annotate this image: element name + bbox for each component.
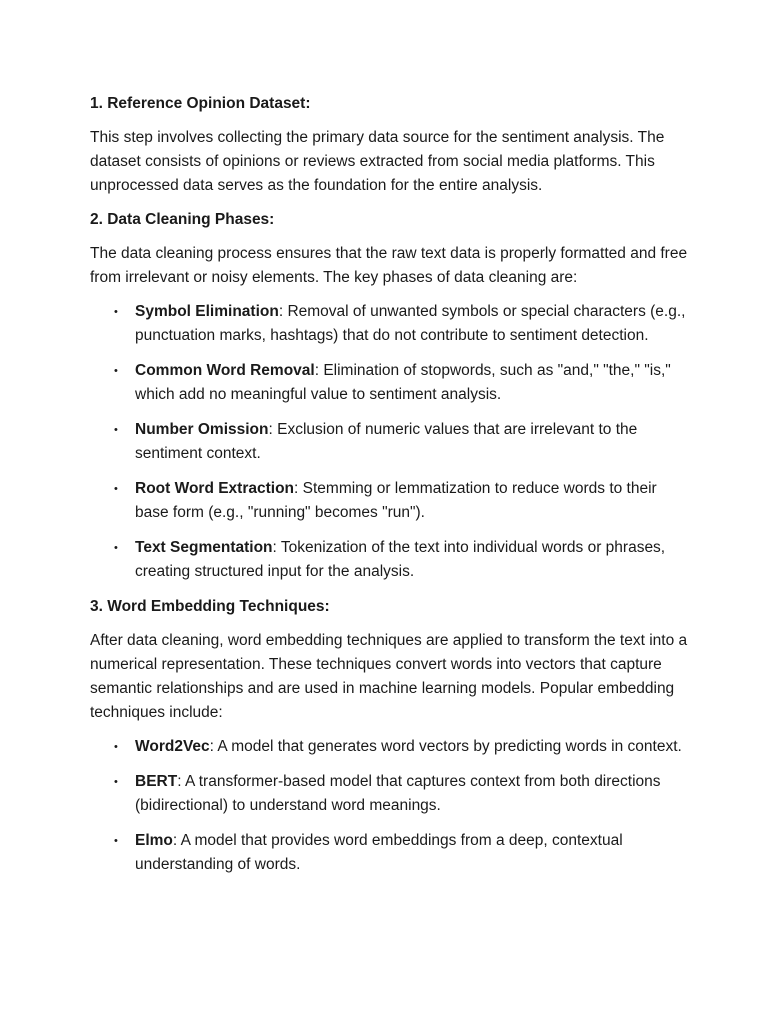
document-page bbox=[90, 92, 690, 888]
list-item-term: Word2Vec bbox=[135, 738, 210, 755]
section-paragraph: After data cleaning, word embedding techniques are applied to transform the text into a numerical representation. These techniques convert words into vectors that capture semantic relationships and are used in machine learning models. Popular embedding techniques include: bbox=[90, 632, 688, 721]
section-reference-opinion-dataset bbox=[90, 92, 690, 198]
section-heading: 1. Reference Opinion Dataset: bbox=[90, 95, 311, 112]
list-item bbox=[90, 418, 690, 466]
bullet-list bbox=[90, 300, 690, 584]
list-item-text: : Tokenization of the text into individual words or phrases, creating structured input for the analysis. bbox=[135, 539, 666, 580]
bullet-list bbox=[90, 735, 690, 877]
list-item-text: : A model that provides word embeddings from a deep, contextual understanding of words. bbox=[135, 832, 623, 873]
list-item-text: : Elimination of stopwords, such as "and," "the," "is," which add no meaningful value to sentiment analysis. bbox=[135, 362, 671, 403]
bullet-icon: • bbox=[114, 365, 118, 377]
list-item-term: Root Word Extraction bbox=[135, 480, 295, 497]
list-item bbox=[90, 300, 690, 348]
list-item-term: BERT bbox=[135, 773, 178, 790]
list-item-text: : A transformer-based model that captures context from both directions (bidirectional) to understand word meanings. bbox=[135, 773, 661, 814]
section-paragraph: The data cleaning process ensures that the raw text data is properly formatted and free from irrelevant or noisy elements. The key phases of data cleaning are: bbox=[90, 245, 688, 286]
bullet-icon: • bbox=[114, 542, 118, 554]
section-heading: 3. Word Embedding Techniques: bbox=[90, 598, 330, 615]
list-item bbox=[90, 477, 690, 525]
section-heading: 2. Data Cleaning Phases: bbox=[90, 211, 275, 228]
list-item-text: : Removal of unwanted symbols or special characters (e.g., punctuation marks, hashtags) that do not contribute to sentiment detection. bbox=[135, 303, 686, 344]
list-item-term: Text Segmentation bbox=[135, 539, 273, 556]
bullet-icon: • bbox=[114, 835, 118, 847]
list-item-term: Number Omission bbox=[135, 421, 269, 438]
bullet-icon: • bbox=[114, 483, 118, 495]
section-data-cleaning-phases bbox=[90, 208, 690, 584]
list-item bbox=[90, 735, 690, 759]
bullet-icon: • bbox=[114, 741, 118, 753]
list-item-term: Symbol Elimination bbox=[135, 303, 279, 320]
bullet-icon: • bbox=[114, 424, 118, 436]
list-item bbox=[90, 770, 690, 818]
list-item-text: : Stemming or lemmatization to reduce words to their base form (e.g., "running" becomes "run"). bbox=[135, 480, 657, 521]
bullet-icon: • bbox=[114, 776, 118, 788]
list-item-text: : A model that generates word vectors by predicting words in context. bbox=[209, 738, 682, 755]
list-item-text: : Exclusion of numeric values that are irrelevant to the sentiment context. bbox=[135, 421, 638, 462]
list-item bbox=[90, 829, 690, 877]
list-item-term: Elmo bbox=[135, 832, 173, 849]
section-word-embedding-techniques bbox=[90, 595, 690, 877]
list-item bbox=[90, 536, 690, 584]
list-item-term: Common Word Removal bbox=[135, 362, 315, 379]
bullet-icon: • bbox=[114, 306, 118, 318]
list-item bbox=[90, 359, 690, 407]
section-paragraph: This step involves collecting the primary data source for the sentiment analysis. The dataset consists of opinions or reviews extracted from social media platforms. This unprocessed data serves as the foundation for the entire analysis. bbox=[90, 129, 665, 194]
